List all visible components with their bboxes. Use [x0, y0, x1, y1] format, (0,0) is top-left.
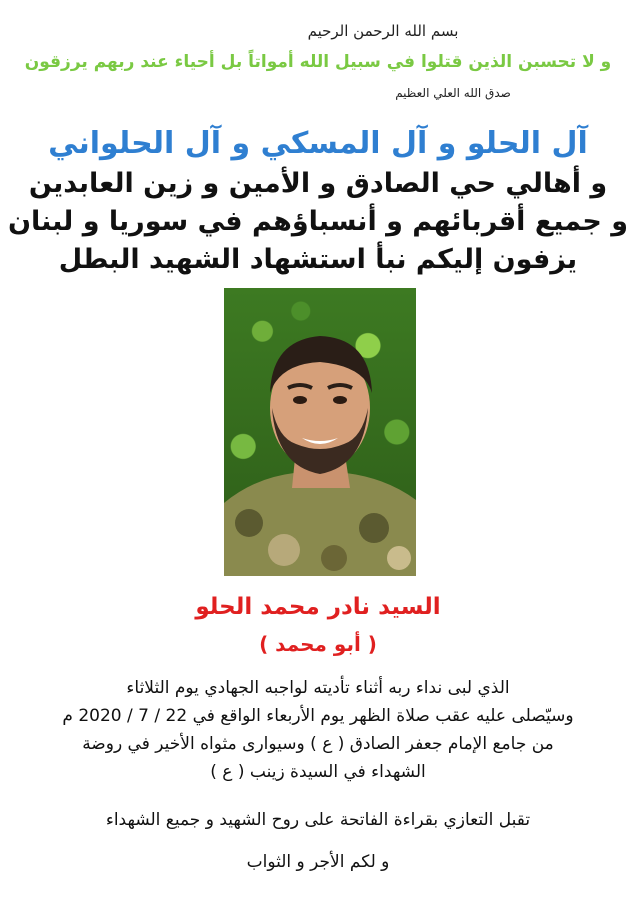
announcement-line-1: و أهالي حي الصادق و الأمين و زين العابدين	[28, 168, 608, 199]
details-line-2: وسيّصلى عليه عقب صلاة الظهر يوم الأربعاء الواقع في 22 / 7 / 2020 م	[62, 706, 574, 726]
announcement-line-3: يزفون إليكم نبأ استشهاد الشهيد البطل	[58, 244, 578, 275]
details-line-4: الشهداء في السيدة زينب ( ع )	[210, 762, 426, 782]
closing-line: و لكم الأجر و الثواب	[246, 852, 390, 872]
basmala: بسم الله الرحمن الرحيم	[307, 22, 459, 40]
martyr-name: السيد نادر محمد الحلو	[195, 594, 441, 620]
announcement-line-2: و جميع أقربائهم و أنسباؤهم في سوريا و لبنان	[7, 206, 629, 237]
sadaq-line: صدق الله العلي العظيم	[395, 86, 511, 100]
families-heading: آل الحلو و آل المسكي و آل الحلواني	[48, 126, 588, 161]
martyr-kunya: ( أبو محمد )	[259, 632, 377, 656]
details-line-3: من جامع الإمام جعفر الصادق ( ع ) وسيوارى مثواه الأخير في روضة	[82, 734, 554, 754]
quran-verse: و لا تحسبن الذين قتلوا في سبيل الله أمواتاً بل أحياء عند ربهم يرزقون	[24, 52, 612, 72]
details-line-1: الذي لبى نداء ربه أثناء تأديته لواجبه الجهادي يوم الثلاثاء	[126, 678, 510, 698]
martyr-photo	[224, 288, 416, 576]
condolence-line: تقبل التعازي بقراءة الفاتحة على روح الشهيد و جميع الشهداء	[105, 810, 531, 830]
portrait-illustration	[224, 288, 416, 576]
